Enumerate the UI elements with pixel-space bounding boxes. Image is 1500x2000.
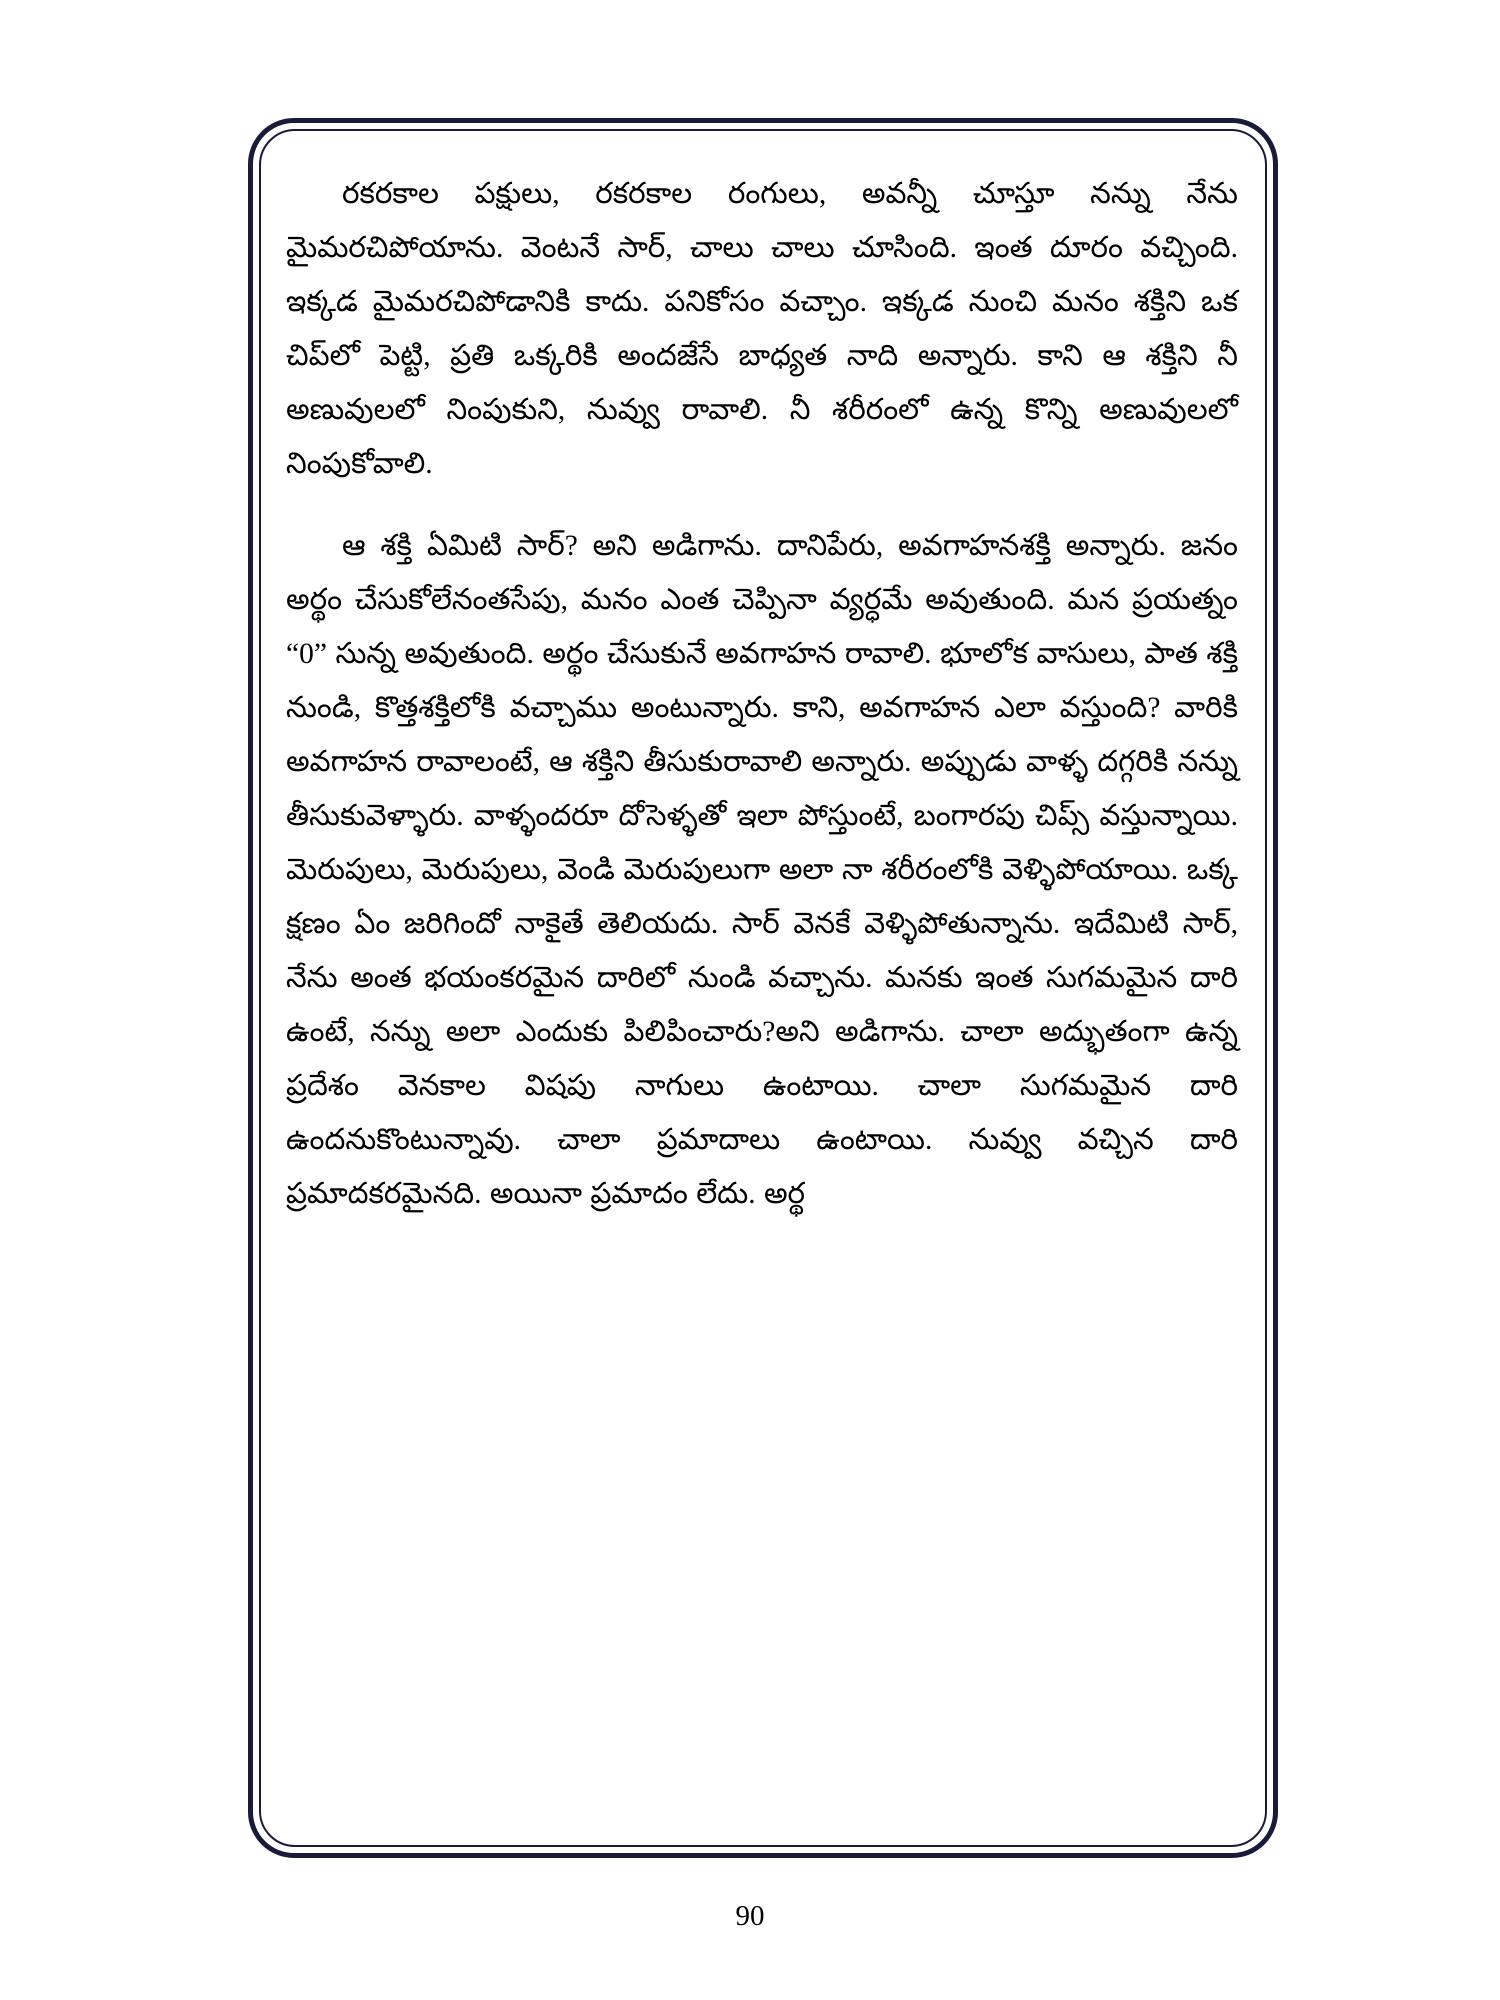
page-number: 90 [735, 1900, 765, 1932]
paragraph: రకరకాల పక్షులు, రకరకాల రంగులు, అవన్నీ చూస్తూ నన్ను నేను మైమరచిపోయాను. వెంటనే సార్, చాలు చాలు చూసింది. ఇంత దూరం వచ్చింది. ఇక్కడ మైమరచిపోడానికి కాదు. పనికోసం వచ్చాం. ఇక్కడ నుంచి మనం శక్తిని ఒక చిప్‌లో పెట్టి, ప్రతి ఒక్కరికి అందజేసే బాధ్యత నాది అన్నారు. కాని ఆ శక్తిని నీ అణువులలో నింపుకుని, నువ్వు రావాలి. నీ శరీరంలో ఉన్న కొన్ని అణువులలో నింపుకోవాలి. [286, 178, 1238, 480]
page-body-text [278, 168, 1246, 1808]
paragraph: ఆ శక్తి ఏమిటి సార్? అని అడిగాను. దానిపేరు, అవగాహనశక్తి అన్నారు. జనం అర్థం చేసుకోలేనంతసేపు, మనం ఎంత చెప్పినా వ్యర్ధమే అవుతుంది. మన ప్రయత్నం “0” సున్న అవుతుంది. అర్థం చేసుకునే అవగాహన రావాలి. భూలోక వాసులు, పాత శక్తి నుండి, కొత్తశక్తిలోకి వచ్చాము అంటున్నారు. కాని, అవగాహన ఎలా వస్తుంది? వారికి అవగాహన రావాలంటే, ఆ శక్తిని తీసుకురావాలి అన్నారు. అప్పుడు వాళ్ళ దగ్గరికి నన్ను తీసుకువెళ్ళారు. వాళ్ళందరూ దోసెళ్ళతో ఇలా పోస్తుంటే, బంగారపు చిప్స్ వస్తున్నాయి. మెరుపులు, మెరుపులు, వెండి మెరుపులుగా అలా నా శరీరంలోకి వెళ్ళిపోయాయి. ఒక్క క్షణం ఏం జరిగిందో నాకైతే తెలియదు. సార్ వెనకే వెళ్ళిపోతున్నాను. ఇదేమిటి సార్, నేను అంత భయంకరమైన దారిలో నుండి వచ్చాను. మనకు ఇంత సుగమమైన దారి ఉంటే, నన్ను అలా ఎందుకు పిలిపించారు?అని అడిగాను. చాలా అద్భుతంగా ఉన్న ప్రదేశం వెనకాల విషపు నాగులు ఉంటాయి. చాలా సుగమమైన దారి ఉందనుకొంటున్నావు. చాలా ప్రమాదాలు ఉంటాయి. నువ్వు వచ్చిన దారి ప్రమాదకరమైనది. అయినా ప్రమాదం లేదు. అర్థ [286, 529, 1238, 1210]
